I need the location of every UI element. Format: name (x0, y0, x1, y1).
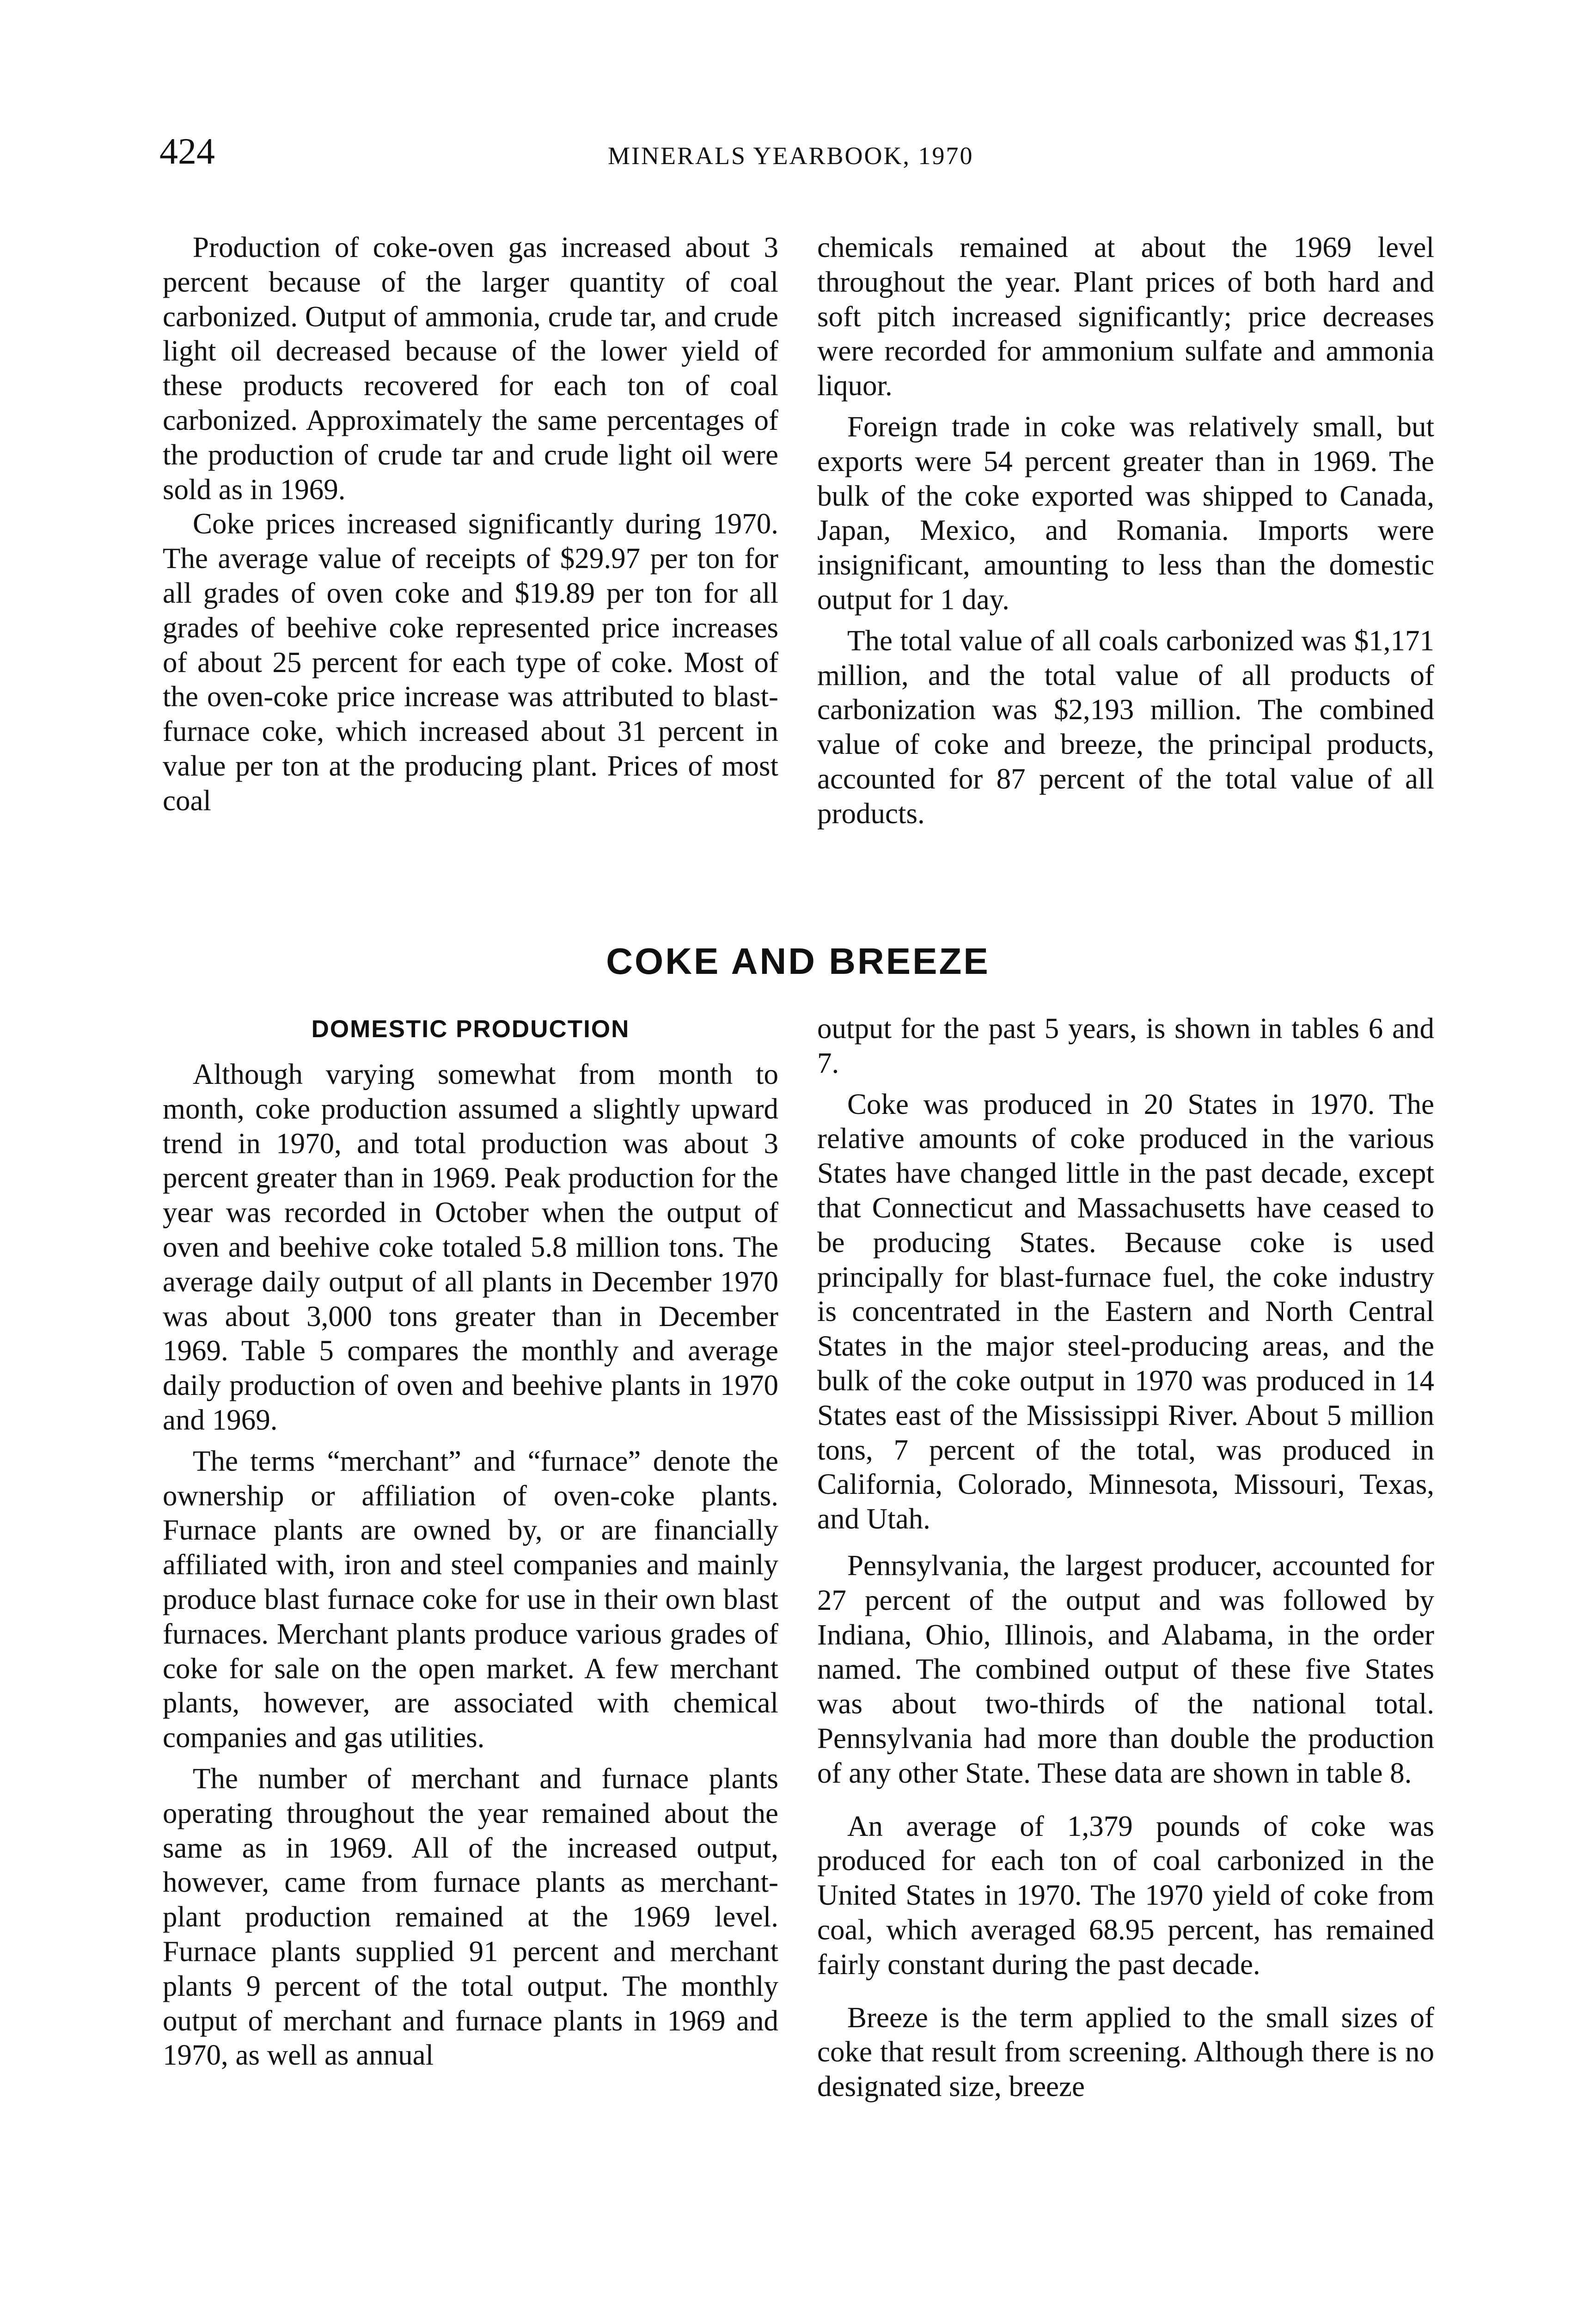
paragraph: Production of coke-oven gas increased about 3 percent because of the larger quantity of coal carbonized. Output of ammonia, crude tar, and crude light oil decreased because of the lower yield of these products recovered for each ton of coal carbonized. Approximately the same percentages of the production of crude tar and crude light oil were sold as in 1969. (163, 231, 778, 506)
paragraph: The terms “merchant” and “furnace” denote the ownership or affiliation of oven-coke plants. Furnace plants are owned by, or are financially affiliated with, iron and steel companies and mainly produce blast furnace coke for use in their own blast furnaces. Merchant plants produce various grades of coke for sale on the open market. A few merchant plants, however, are associated with chemical companies and gas utilities. (163, 1444, 778, 1754)
paragraph: Coke was produced in 20 States in 1970. The relative amounts of coke produced in the various States have changed little in the past decade, except that Connecticut and Massachusetts have ceased to be producing States. Because coke is used principally for blast-furnace fuel, the coke industry is concentrated in the Eastern and North Central States in the major steel-producing areas, and the bulk of the coke output in 1970 was produced in 14 States east of the Mississippi River. About 5 million tons, 7 percent of the total, was produced in California, Colorado, Minnesota, Missouri, Texas, and Utah. (817, 1088, 1434, 1535)
subsection-title: DOMESTIC PRODUCTION (311, 1015, 630, 1043)
top-right-column (817, 230, 1434, 831)
paragraph: Coke prices increased significantly during 1970. The average value of receipts of $29.97 per ton for all grades of oven coke and $19.89 per ton for all grades of beehive coke represented price increases of about 25 percent for each type of coke. Most of the oven-coke price increase was attributed to blast-furnace coke, which increased about 31 percent in value per ton at the producing plant. Prices of most coal (163, 507, 778, 817)
paragraph: output for the past 5 years, is shown in tables 6 and 7. (817, 1012, 1434, 1079)
paragraph: Breeze is the term applied to the small sizes of coke that result from screening. Although there is no designated size, breeze (817, 2001, 1434, 2103)
bottom-left-column (163, 1057, 778, 2073)
page-number: 424 (159, 131, 215, 172)
paragraph: Pennsylvania, the largest producer, accounted for 27 percent of the output and was followed by Indiana, Ohio, Illinois, and Alabama, in the order named. The combined output of these five States was about two-thirds of the national total. Pennsylvania had more than double the production of any other State. These data are shown in table 8. (817, 1549, 1434, 1789)
paragraph: The total value of all coals carbonized was $1,171 million, and the total value of all products of carbonization was $2,193 million. The combined value of coke and breeze, the principal products, accounted for 87 percent of the total value of all products. (817, 624, 1434, 830)
paragraph: The number of merchant and furnace plants operating throughout the year remained about the same as in 1969. All of the increased output, however, came from furnace plants as merchant-plant production remained at the 1969 level. Furnace plants supplied 91 percent and merchant plants 9 percent of the total output. The monthly output of merchant and furnace plants in 1969 and 1970, as well as annual (163, 1762, 778, 2072)
paragraph: An average of 1,379 pounds of coke was produced for each ton of coal carbonized in the United States in 1970. The 1970 yield of coke from coal, which averaged 68.95 percent, has remained fairly constant during the past decade. (817, 1810, 1434, 1981)
paragraph: Foreign trade in coke was relatively small, but exports were 54 percent greater than in 1969. The bulk of the coke exported was shipped to Canada, Japan, Mexico, and Romania. Imports were insignificant, amounting to less than the domestic output for 1 day. (817, 410, 1434, 616)
paragraph: Although varying somewhat from month to month, coke production assumed a slightly upward trend in 1970, and total production was about 3 percent greater than in 1969. Peak production for the year was recorded in October when the output of oven and beehive coke totaled 5.8 million tons. The average daily output of all plants in December 1970 was about 3,000 tons greater than in December 1969. Table 5 compares the monthly and average daily production of oven and beehive plants in 1970 and 1969. (163, 1058, 778, 1436)
paragraph: chemicals remained at about the 1969 level throughout the year. Plant prices of both hard and soft pitch increased significantly; price decreases were recorded for ammonium sulfate and ammonia liquor. (817, 231, 1434, 402)
bottom-right-column (817, 1011, 1434, 2104)
section-title: COKE AND BREEZE (606, 941, 990, 982)
running-head: MINERALS YEARBOOK, 1970 (608, 142, 974, 170)
top-left-column (163, 230, 778, 818)
